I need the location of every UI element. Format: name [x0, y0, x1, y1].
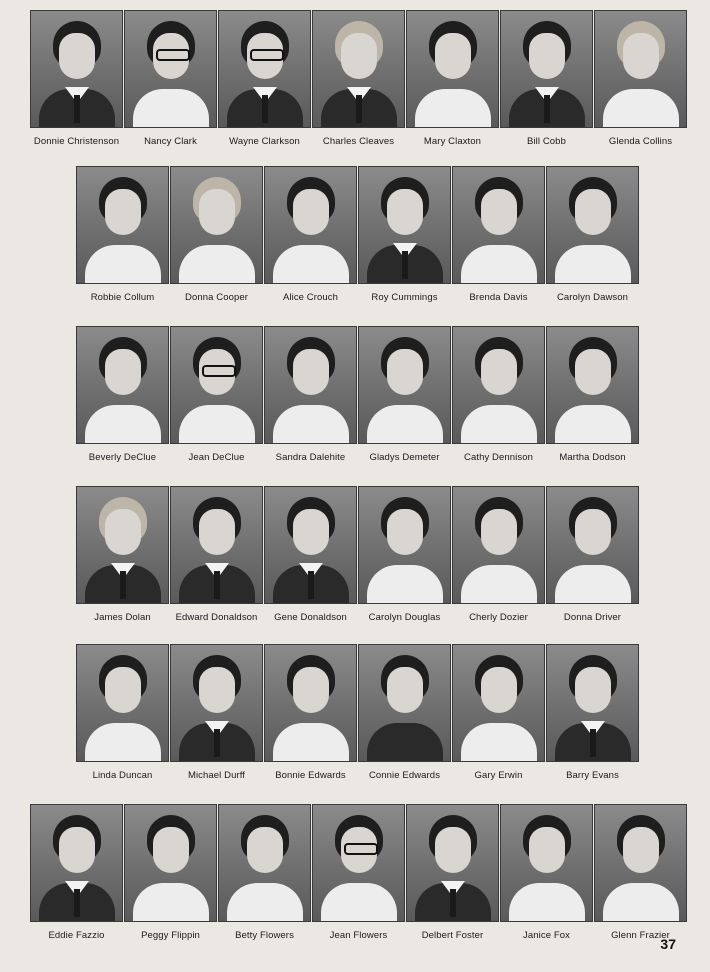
- portrait-photo: [546, 644, 639, 762]
- portrait-photo: [358, 486, 451, 604]
- student-name: Bonnie Edwards: [275, 770, 346, 781]
- student-name: Mary Claxton: [423, 136, 482, 147]
- portrait-photo: [452, 166, 545, 284]
- student-name: Connie Edwards: [368, 770, 441, 781]
- portrait-row-6: [0, 804, 710, 964]
- student-name: Edward Donaldson: [175, 612, 258, 623]
- portrait-photo: [76, 166, 169, 284]
- student-name: Bill Cobb: [527, 136, 566, 147]
- portrait-photo: [546, 326, 639, 444]
- portrait-photo: [170, 486, 263, 604]
- student-name: Nancy Clark: [144, 136, 197, 147]
- portrait-photo: [264, 644, 357, 762]
- portrait-row-2: [0, 166, 710, 326]
- student-name: Alice Crouch: [282, 292, 339, 303]
- student-name: Donnie Christenson: [33, 136, 120, 147]
- student-name: Beverly DeClue: [88, 452, 157, 463]
- student-name: Betty Flowers: [235, 930, 294, 941]
- student-name: Roy Cummings: [371, 292, 438, 303]
- portrait-row-5: [0, 644, 710, 804]
- student-name: Glenda Collins: [608, 136, 673, 147]
- page-number: 37: [660, 936, 676, 952]
- portrait-photo: [264, 326, 357, 444]
- portrait-photo: [594, 10, 687, 128]
- student-name: Gary Erwin: [474, 770, 523, 781]
- student-name: Charles Cleaves: [322, 136, 395, 147]
- student-name: Linda Duncan: [92, 770, 153, 781]
- portrait-photo: [452, 644, 545, 762]
- student-name: Sandra Dalehite: [275, 452, 346, 463]
- portrait-row-3: [0, 326, 710, 486]
- student-name: Martha Dodson: [559, 452, 626, 463]
- student-name: Janice Fox: [523, 930, 570, 941]
- student-name: Peggy Flippin: [141, 930, 200, 941]
- portrait-photo: [170, 166, 263, 284]
- portrait-row-4: [0, 486, 710, 646]
- portrait-photo: [546, 486, 639, 604]
- student-name: Barry Evans: [566, 770, 619, 781]
- student-name: Gene Donaldson: [274, 612, 347, 623]
- portrait-photo: [594, 804, 687, 922]
- portrait-photo: [500, 10, 593, 128]
- student-name: Carolyn Douglas: [368, 612, 441, 623]
- portrait-photo: [76, 486, 169, 604]
- portrait-photo: [358, 166, 451, 284]
- student-name: Eddie Fazzio: [48, 930, 105, 941]
- student-name: Donna Driver: [563, 612, 622, 623]
- portrait-photo: [30, 10, 123, 128]
- portrait-photo: [452, 326, 545, 444]
- student-name: Robbie Collum: [90, 292, 155, 303]
- portrait-photo: [218, 804, 311, 922]
- student-name: Jean DeClue: [188, 452, 245, 463]
- portrait-photo: [76, 644, 169, 762]
- portrait-photo: [312, 804, 405, 922]
- student-name: Brenda Davis: [469, 292, 528, 303]
- student-name: Carolyn Dawson: [556, 292, 629, 303]
- portrait-photo: [546, 166, 639, 284]
- student-name: Gladys Demeter: [369, 452, 440, 463]
- student-name: Donna Cooper: [185, 292, 248, 303]
- portrait-photo: [124, 10, 217, 128]
- student-name: Glenn Frazier: [611, 930, 670, 941]
- student-name: Delbert Foster: [421, 930, 484, 941]
- student-name: Cathy Dennison: [464, 452, 533, 463]
- portrait-photo: [406, 804, 499, 922]
- portrait-photo: [76, 326, 169, 444]
- portrait-photo: [30, 804, 123, 922]
- student-name: Jean Flowers: [329, 930, 388, 941]
- student-name: James Dolan: [94, 612, 151, 623]
- portrait-row-1: [0, 10, 710, 170]
- portrait-photo: [124, 804, 217, 922]
- portrait-photo: [170, 644, 263, 762]
- portrait-photo: [218, 10, 311, 128]
- portrait-photo: [358, 326, 451, 444]
- portrait-photo: [170, 326, 263, 444]
- portrait-photo: [264, 486, 357, 604]
- student-name: Wayne Clarkson: [229, 136, 300, 147]
- student-name: Cherly Dozier: [469, 612, 528, 623]
- portrait-photo: [500, 804, 593, 922]
- portrait-photo: [312, 10, 405, 128]
- portrait-photo: [452, 486, 545, 604]
- student-name: Michael Durff: [187, 770, 246, 781]
- portrait-photo: [358, 644, 451, 762]
- portrait-photo: [406, 10, 499, 128]
- portrait-photo: [264, 166, 357, 284]
